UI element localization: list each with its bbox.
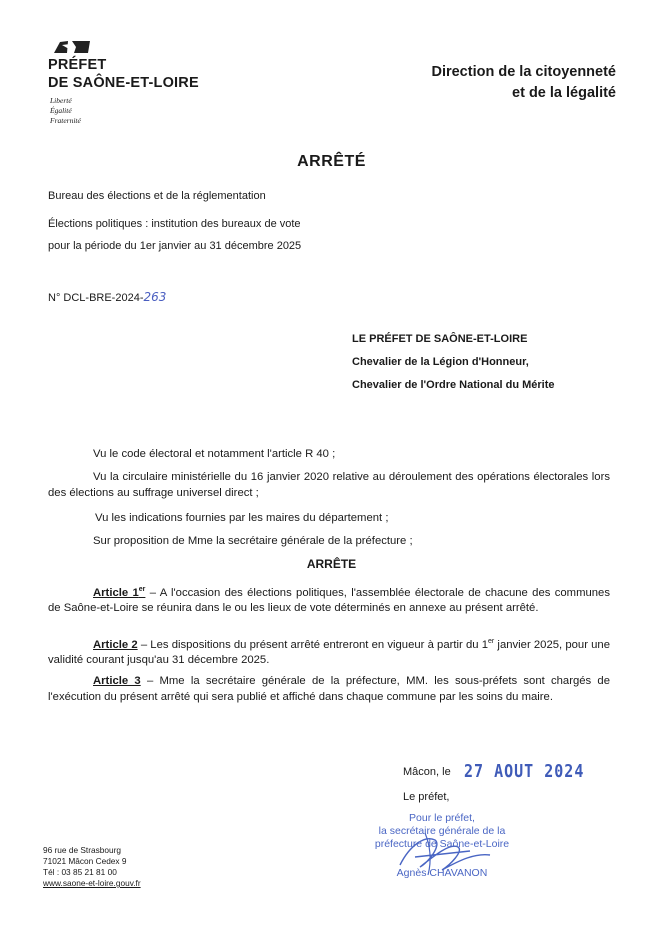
article-3-text: – Mme la secrétaire générale de la préfecture, MM. les sous-préfets sont chargés de l'exécution du présent arrêté qui sera publié et affiché dans chaque commune par les soins du maire.	[48, 675, 610, 703]
footer-phone: Tél : 03 85 21 81 00	[43, 867, 117, 877]
delegation-line1: Pour le préfet,	[409, 812, 475, 824]
article-2-text-before: – Les dispositions du présent arrêté entreront en vigueur à partir du 1	[137, 638, 489, 651]
article-2-label: Article 2	[93, 638, 138, 651]
signature-prefect: Le préfet,	[403, 791, 450, 803]
date-stamp: 27 AOUT 2024	[464, 760, 585, 782]
article-3-label: Article 3	[93, 675, 141, 687]
authority-honour1: Chevalier de la Légion d'Honneur,	[352, 356, 529, 368]
marianne-logo-icon	[52, 40, 92, 54]
motto-fraternite: Fraternité	[50, 116, 81, 125]
motto-egalite: Égalité	[50, 106, 72, 115]
consideration-2: Vu la circulaire ministérielle du 16 janvier 2020 relative au déroulement des opérations électorales lors des élections au suffrage universel direct ;	[48, 471, 610, 499]
consideration-1: Vu le code électoral et notamment l'article R 40 ;	[93, 448, 336, 460]
prefect-name-line1: PRÉFET	[48, 57, 107, 73]
article-1-text: – A l'occasion des élections politiques, l'assemblée électorale de chacune des communes de Saône-et-Loire se réunira dans le ou les lieux de vote déterminés en annexe au présent arrêté.	[48, 586, 610, 615]
delegation-line3: préfecture de Saône-et-Loire	[374, 838, 510, 850]
document-number-prefix: N° DCL-BRE-2024-	[48, 292, 144, 304]
handwritten-signature-icon	[380, 815, 520, 885]
bureau-name: Bureau des élections et de la réglementation	[48, 190, 266, 202]
article-2-text-after: janvier 2025, pour une validité courant jusqu'au 31 décembre 2025.	[48, 638, 610, 667]
document-number-handwritten: 263	[143, 290, 167, 304]
signatory-name: Agnès CHAVANON	[396, 867, 488, 879]
document-title: ARRÊTÉ	[297, 153, 366, 170]
prefect-name-line2: DE SAÔNE-ET-LOIRE	[48, 75, 199, 91]
article-1	[48, 582, 610, 617]
delegation-line2: la secrétaire générale de la	[378, 825, 506, 837]
article-2-sup: er	[488, 638, 495, 645]
footer-address1: 96 rue de Strasbourg	[43, 845, 121, 855]
consideration-4: Sur proposition de Mme la secrétaire générale de la préfecture ;	[93, 535, 413, 547]
motto-liberte: Liberté	[50, 96, 72, 105]
consideration-3: Vu les indications fournies par les maires du département ;	[95, 512, 389, 524]
article-3	[48, 674, 610, 705]
footer-address2: 71021 Mâcon Cedex 9	[43, 856, 127, 866]
subject-line1: Élections politiques : institution des bureaux de vote	[48, 218, 301, 230]
direction-line1: Direction de la citoyenneté	[431, 64, 616, 80]
article-1-label: Article 1er	[93, 586, 146, 599]
document-number	[48, 290, 166, 304]
authority-honour2: Chevalier de l'Ordre National du Mérite	[352, 379, 555, 391]
direction-line2: et de la légalité	[512, 85, 616, 101]
article-2	[48, 634, 610, 669]
footer-website-link[interactable]: www.saone-et-loire.gouv.fr	[43, 878, 141, 888]
decree-heading: ARRÊTE	[306, 557, 357, 571]
signature-place: Mâcon, le	[403, 766, 451, 778]
authority-title: LE PRÉFET DE SAÔNE-ET-LOIRE	[352, 333, 528, 345]
subject-line2: pour la période du 1er janvier au 31 décembre 2025	[48, 240, 302, 252]
